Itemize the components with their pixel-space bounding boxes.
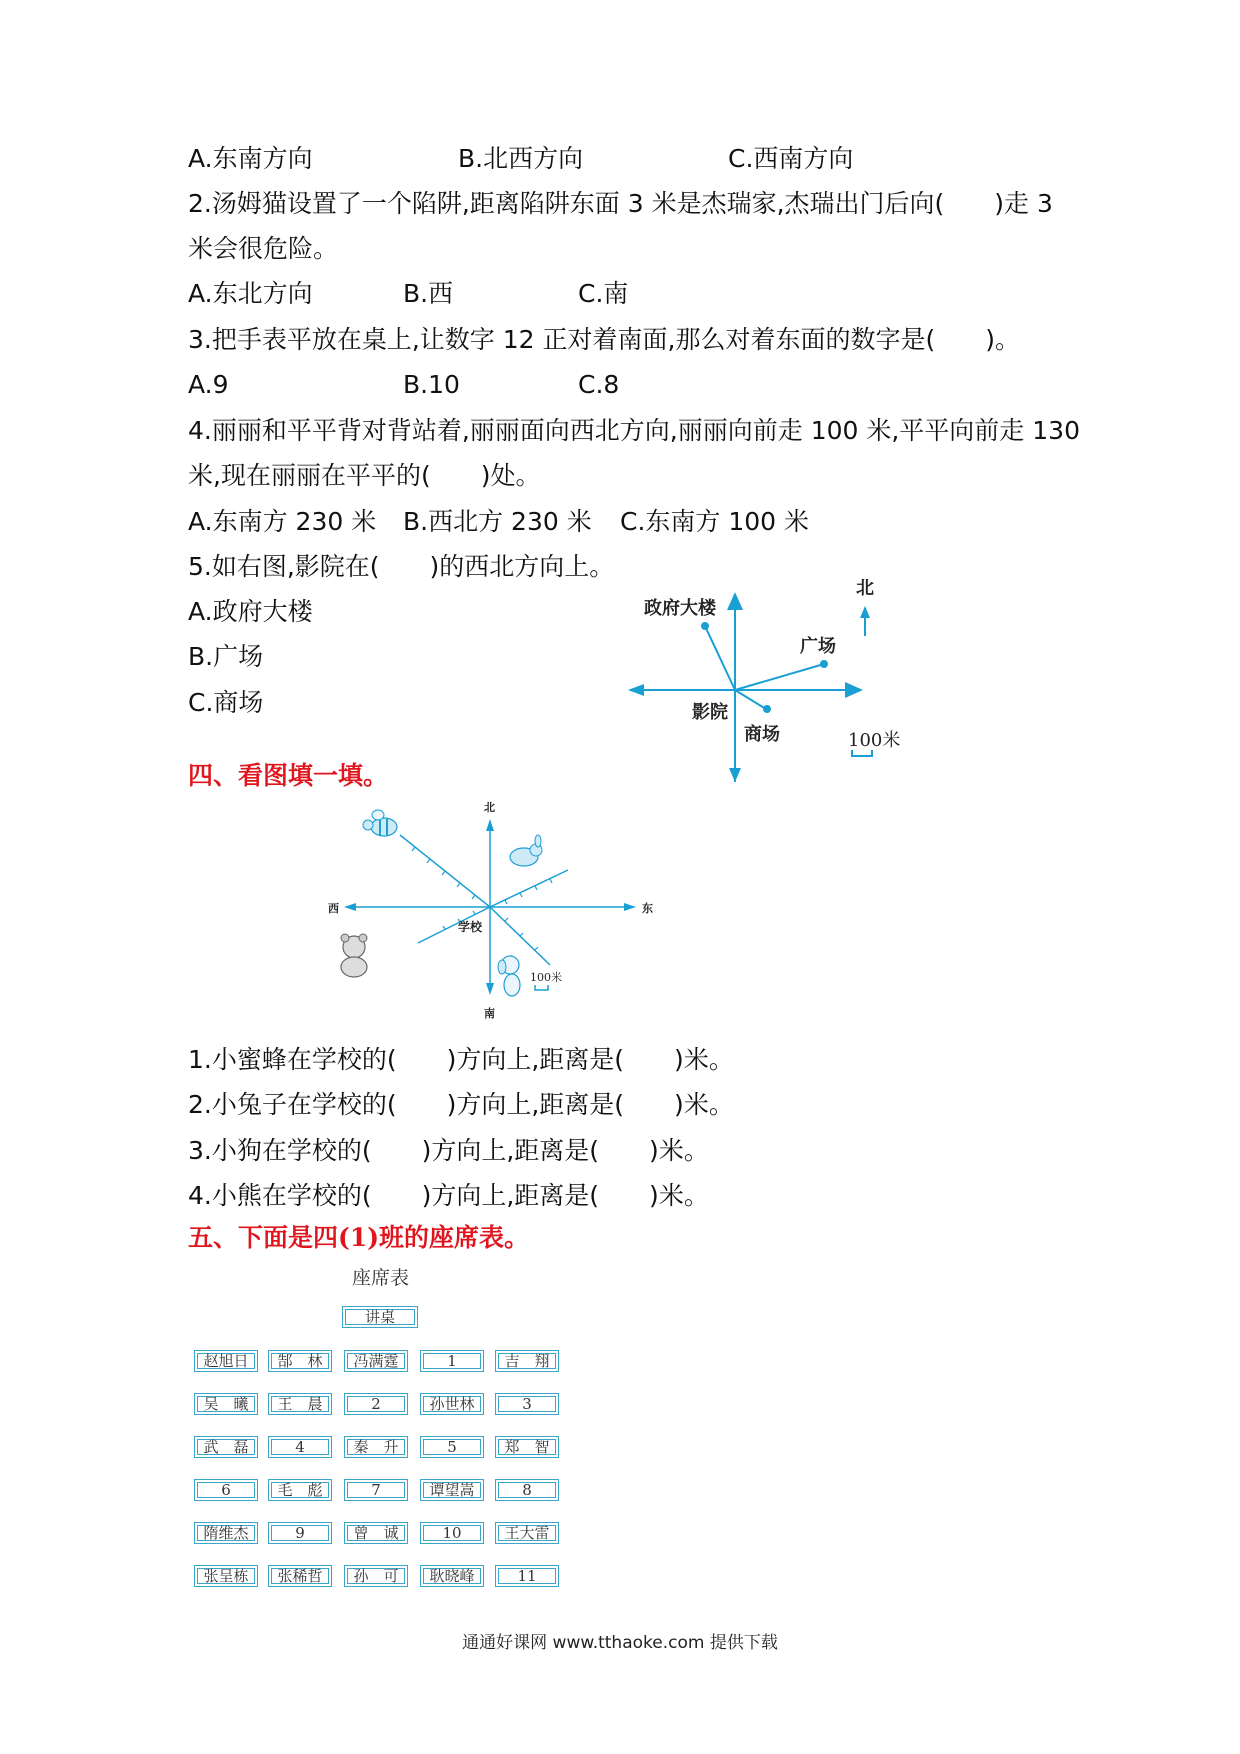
label-square: 广场 xyxy=(800,636,836,657)
option-a: A.9 xyxy=(188,370,229,399)
question-4-cont: 米,现在丽丽在平平的( )处。 xyxy=(188,461,541,490)
seat-cell: 8 xyxy=(495,1479,559,1501)
seat-cell: 赵旭日 xyxy=(194,1350,258,1372)
option-a: A.政府大楼 xyxy=(188,597,313,626)
question-5: 5.如右图,影院在( )的西北方向上。 xyxy=(188,552,615,581)
seat-cell: 吴 曦 xyxy=(194,1393,258,1415)
option-a: A.东南方 230 米 xyxy=(188,507,377,536)
label-mall: 商场 xyxy=(744,724,780,745)
bee-icon xyxy=(363,810,397,836)
seat-cell: 王 晨 xyxy=(268,1393,332,1415)
seat-cell: 孙 可 xyxy=(344,1565,408,1587)
option-b: B.10 xyxy=(403,370,460,399)
seat-cell: 秦 升 xyxy=(344,1436,408,1458)
rabbit-icon xyxy=(510,835,542,866)
s4-question-2: 2.小兔子在学校的( )方向上,距离是( )米。 xyxy=(188,1090,734,1119)
west-label: 西 xyxy=(328,902,339,915)
south-label: 南 xyxy=(484,1007,495,1020)
option-b: B.西 xyxy=(403,279,454,308)
scale-label: 100米 xyxy=(848,730,901,751)
seat-cell: 吉 翔 xyxy=(495,1350,559,1372)
seat-cell: 4 xyxy=(268,1436,332,1458)
option-b: B.北西方向 xyxy=(458,144,584,173)
school-label: 学校 xyxy=(458,920,483,934)
option-c: C.8 xyxy=(578,370,620,399)
seat-cell: 2 xyxy=(344,1393,408,1415)
north-label: 北 xyxy=(856,578,874,599)
seat-cell: 11 xyxy=(495,1565,559,1587)
seat-cell: 毛 彪 xyxy=(268,1479,332,1501)
option-a: A.东南方向 xyxy=(188,144,313,173)
option-c: C.西南方向 xyxy=(728,144,854,173)
s4-question-4: 4.小熊在学校的( )方向上,距离是( )米。 xyxy=(188,1181,709,1210)
question-2: 2.汤姆猫设置了一个陷阱,距离陷阱东面 3 米是杰瑞家,杰瑞出门后向( )走 3 xyxy=(188,189,1053,218)
option-c: C.南 xyxy=(578,279,629,308)
option-b: B.西北方 230 米 xyxy=(403,507,592,536)
seat-cell: 5 xyxy=(420,1436,484,1458)
seat-cell: 1 xyxy=(420,1350,484,1372)
option-c: C.商场 xyxy=(188,688,264,717)
seat-cell: 谭望嵩 xyxy=(420,1479,484,1501)
north-label: 北 xyxy=(484,801,495,814)
s4-question-3: 3.小狗在学校的( )方向上,距离是( )米。 xyxy=(188,1136,709,1165)
scale-label: 100米 xyxy=(530,971,562,984)
seat-cell: 张稀哲 xyxy=(268,1565,332,1587)
map-diagram-1 xyxy=(610,570,940,790)
option-b: B.广场 xyxy=(188,642,264,671)
seat-cell: 隋维杰 xyxy=(194,1522,258,1544)
question-3: 3.把手表平放在桌上,让数字 12 正对着南面,那么对着东面的数字是( )。 xyxy=(188,325,1020,354)
seat-cell: 郜 林 xyxy=(268,1350,332,1372)
option-c: C.东南方 100 米 xyxy=(620,507,810,536)
question-2-cont: 米会很危险。 xyxy=(188,234,339,263)
option-a: A.东北方向 xyxy=(188,279,313,308)
s4-question-1: 1.小蜜蜂在学校的( )方向上,距离是( )米。 xyxy=(188,1045,734,1074)
seat-cell: 7 xyxy=(344,1479,408,1501)
seat-cell: 张呈栋 xyxy=(194,1565,258,1587)
seat-cell: 武 磊 xyxy=(194,1436,258,1458)
seat-cell: 9 xyxy=(268,1522,332,1544)
seat-cell: 曾 诚 xyxy=(344,1522,408,1544)
bear-icon xyxy=(341,934,367,977)
seat-cell: 冯满霆 xyxy=(344,1350,408,1372)
seat-cell: 10 xyxy=(420,1522,484,1544)
label-cinema: 影院 xyxy=(692,702,728,723)
east-label: 东 xyxy=(642,902,653,915)
seat-cell: 王大雷 xyxy=(495,1522,559,1544)
seat-cell: 孙世林 xyxy=(420,1393,484,1415)
label-gov: 政府大楼 xyxy=(644,598,716,619)
seating-caption: 座席表 xyxy=(352,1267,410,1289)
dog-icon xyxy=(498,956,520,996)
seat-cell: 耿晓峰 xyxy=(420,1565,484,1587)
seat-cell: 3 xyxy=(495,1393,559,1415)
map-diagram-2 xyxy=(310,795,670,1025)
section-4-heading: 四、看图填一填。 xyxy=(188,761,389,790)
seat-cell: 郑 智 xyxy=(495,1436,559,1458)
question-4: 4.丽丽和平平背对背站着,丽丽面向西北方向,丽丽向前走 100 米,平平向前走 130 xyxy=(188,416,1080,445)
footer: 通通好课网 www.tthaoke.com 提供下载 xyxy=(462,1633,778,1653)
teacher-desk: 讲桌 xyxy=(342,1306,418,1328)
section-5-heading: 五、下面是四(1)班的座席表。 xyxy=(188,1223,530,1252)
seat-cell: 6 xyxy=(194,1479,258,1501)
